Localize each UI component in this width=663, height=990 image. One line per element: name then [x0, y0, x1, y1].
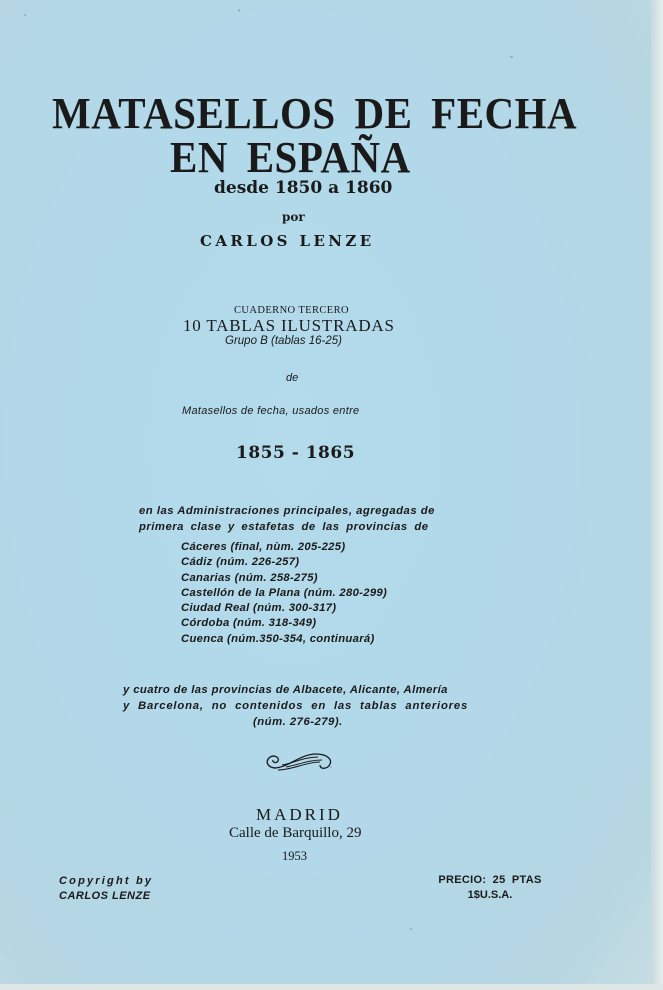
author-name: CARLOS LENZE: [200, 232, 375, 250]
paper-speck: [510, 56, 513, 58]
group-label: Grupo B (tablas 16-25): [225, 335, 342, 347]
price-notice: [420, 873, 560, 903]
title-line-1: MATASELLOS DE FECHA: [52, 88, 578, 138]
subtitle: desde 1850 a 1860: [214, 178, 393, 198]
publication-year: 1953: [282, 849, 307, 863]
province-item: Cuenca (núm.350-354, continuará): [181, 632, 375, 645]
city: MADRID: [256, 805, 343, 824]
province-item: Castellón de la Plana (núm. 280-299): [181, 586, 388, 599]
province-item: Córdoba (núm. 318-349): [181, 617, 317, 630]
by-label: por: [282, 210, 305, 224]
address: Calle de Barquillo, 29: [229, 825, 362, 841]
price-line-2: 1$U.S.A.: [467, 889, 513, 901]
volume-label: CUADERNO TERCERO: [234, 305, 350, 316]
copyright-line-1: Copyright by: [59, 875, 154, 887]
paper-speck: [238, 9, 240, 12]
plates-heading: 10 TABLAS ILUSTRADAS: [183, 316, 395, 335]
extra-line-2: y Barcelona, no contenidos en las tablas anteriores: [123, 700, 469, 713]
paper-speck: [410, 928, 412, 930]
province-item: Cáceres (final, nùm. 205-225): [181, 541, 346, 553]
province-item: Cádiz (núm. 226-257): [181, 556, 300, 569]
intro-line-2: primera clase y estafetas de las provincias de: [139, 521, 429, 534]
province-list: [181, 540, 387, 647]
province-item: Ciudad Real (núm. 300-317): [181, 602, 337, 615]
paper-speck: [24, 14, 26, 16]
copyright-notice: [59, 874, 153, 904]
page-edge-bottom: [0, 984, 663, 990]
page-edge-right: [651, 0, 663, 990]
flourish-ornament-icon: [262, 748, 334, 776]
province-item: Canarias (núm. 258-275): [181, 571, 318, 584]
description: Matasellos de fecha, usados entre: [182, 405, 360, 417]
extra-line-1: y cuatro de las provincias de Albacete, Alicante, Almería: [123, 684, 448, 697]
title-line-2: EN ESPAÑA: [170, 132, 411, 182]
price-line-1: PRECIO: 25 PTAS: [438, 874, 542, 886]
copyright-line-2: CARLOS LENZE: [59, 890, 151, 902]
intro-line-1: en las Administraciones principales, agregadas de: [139, 505, 435, 518]
extra-line-3: (núm. 276-279).: [253, 716, 343, 729]
year-range: 1855 - 1865: [236, 443, 356, 463]
of-label: de: [286, 372, 299, 384]
